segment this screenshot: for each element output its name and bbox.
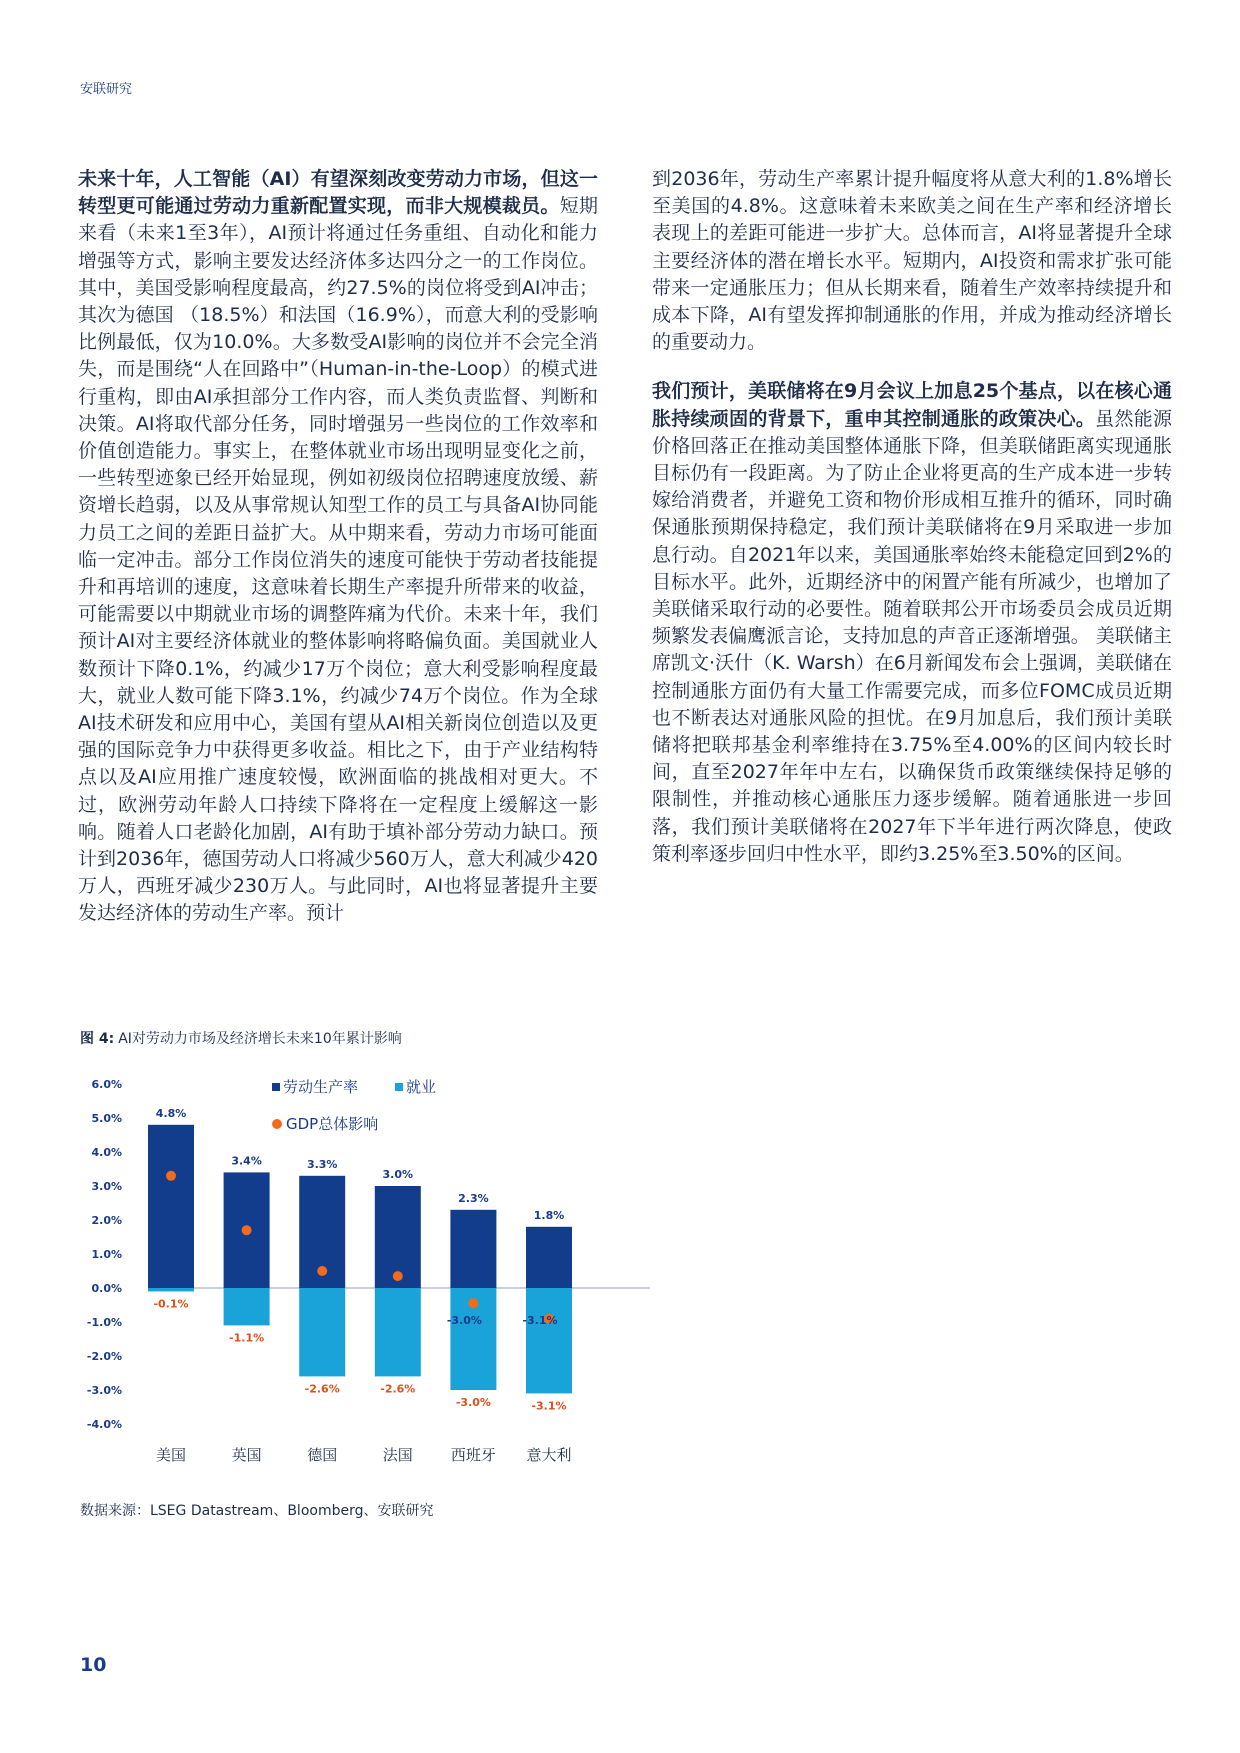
figure-title: AI对劳动力市场及经济增长未来10年累计影响 xyxy=(118,1031,402,1047)
y-tick-label: -3.0% xyxy=(86,1384,122,1397)
right-lead-bold: 我们预计，美联储将在9月会议上加息25个基点，以在核心通胀持续顽固的背景下，重申其控制通胀的政策决心。 xyxy=(652,380,1172,430)
category-label: 德国 xyxy=(307,1446,338,1464)
category-label: 英国 xyxy=(231,1446,262,1464)
legend-productivity-swatch xyxy=(272,1083,280,1091)
employment-data-label: -2.6% xyxy=(304,1382,340,1396)
left-body-text: 短期来看（未来1至3年），AI预计将通过任务重组、自动化和能力增强等方式，影响主要发达经济体多达四分之一的工作岗位。其中，美国受影响程度最高，约27.5%的岗位将受到AI冲击；其次为德国 （18.5%）和法国（16.9%），而意大利的受影响比例最低，仅为10.0%。大多数受AI影响的岗位并不会完全消失，而是围绕“人在回路中”（Human-in-the-Loop）的模式进行重构，即由AI承担部分工作内容，而人类负责监督、判断和决策。AI将取代部分任务，同时增强另一些岗位的工作效率和价值创造能力。事实上，在整体就业市场出现明显变化之前，一些转型迹象已经开始显现，例如初级岗位招聘速度放缓、薪资增长趋弱，以及从事常规认知型工作的员工与具备AI协同能力员工之间的差距日益扩大。从中期来看，劳动力市场可能面临一定冲击。部分工作岗位消失的速度可能快于劳动者技能提升和再培训的速度，这意味着长期生产率提升所带来的收益，可能需要以中期就业市场的调整阵痛为代价。未来十年，我们预计AI对主要经济体就业的整体影响将略偏负面。美国就业人数预计下降0.1%，约减少17万个岗位；意大利受影响程度最大，就业人数可能下降3.1%，约减少74万个岗位。作为全球AI技术研发和应用中心，美国有望从AI相关新岗位创造以及更强的国际竞争力中获得更多收益。相比之下，由于产业结构特点以及AI应用推广速度较慢，欧洲面临的挑战相对更大。不过，欧洲劳动年龄人口持续下降将在一定程度上缓解这一影响。随着人口老龄化加剧，AI有助于填补部分劳动力缺口。预计到2036年，德国劳动人口将减少560万人，意大利减少420万人，西班牙减少230万人。与此同时，AI也将显著提升主要发达经济体的劳动生产率。预计 xyxy=(78,195,598,925)
employment-bar xyxy=(299,1288,345,1376)
impact-bar-chart xyxy=(80,1060,680,1490)
legend-employment-label: 就业 xyxy=(406,1078,437,1096)
left-text-column xyxy=(78,166,598,928)
legend-productivity-label: 劳动生产率 xyxy=(283,1078,359,1096)
left-lead-bold: 未来十年，人工智能（AI）有望深刻改变劳动力市场，但这一转型更可能通过劳动力重新配置实现，而非大规模裁员。 xyxy=(78,168,598,218)
gdp-impact-dot xyxy=(317,1266,327,1276)
y-tick-label: 4.0% xyxy=(91,1146,122,1159)
productivity-data-label: 3.3% xyxy=(306,1157,338,1171)
productivity-data-label: 4.8% xyxy=(155,1106,187,1120)
employment-data-label: -3.1% xyxy=(522,1314,558,1327)
data-source-note: 数据来源：LSEG Datastream、Bloomberg、安联研究 xyxy=(80,1503,434,1519)
gdp-impact-dot xyxy=(468,1298,478,1308)
productivity-data-label: 3.0% xyxy=(382,1168,414,1181)
figure-number: 图 4: xyxy=(80,1031,115,1047)
y-tick-label: -2.0% xyxy=(86,1350,122,1363)
employment-bar xyxy=(148,1288,194,1291)
productivity-bar xyxy=(450,1210,496,1288)
y-tick-label: 2.0% xyxy=(91,1214,122,1227)
brand-header: 安联研究 xyxy=(80,82,133,97)
data-label-group xyxy=(153,1107,566,1413)
productivity-data-label: 3.4% xyxy=(231,1154,262,1168)
x-axis-categories xyxy=(156,1446,572,1464)
legend-gdp-label: GDP总体影响 xyxy=(286,1115,379,1133)
figure-caption xyxy=(80,1028,402,1048)
category-label: 美国 xyxy=(155,1446,187,1464)
productivity-bar xyxy=(148,1125,194,1288)
productivity-bar xyxy=(526,1227,572,1288)
bar-group xyxy=(148,1125,572,1394)
employment-data-label: -2.6% xyxy=(380,1382,416,1396)
employment-bar xyxy=(375,1288,421,1376)
legend-gdp-marker xyxy=(272,1119,282,1129)
category-label: 意大利 xyxy=(526,1446,572,1464)
y-tick-label: -4.0% xyxy=(86,1418,122,1431)
employment-data-label: -1.1% xyxy=(229,1331,265,1345)
y-tick-label: -1.0% xyxy=(86,1316,122,1329)
gdp-impact-dot xyxy=(242,1225,252,1235)
y-tick-label: 3.0% xyxy=(91,1180,122,1193)
employment-bar xyxy=(224,1288,270,1325)
employment-data-label-below: -3.1% xyxy=(531,1399,567,1413)
productivity-data-label: 1.8% xyxy=(533,1208,565,1222)
category-label: 西班牙 xyxy=(450,1446,496,1464)
employment-bar xyxy=(526,1288,572,1393)
employment-data-label-below: -3.0% xyxy=(455,1396,491,1409)
gdp-impact-dot xyxy=(393,1271,403,1281)
chart-legend xyxy=(272,1078,436,1133)
y-tick-label: 1.0% xyxy=(91,1248,122,1261)
y-tick-label: 6.0% xyxy=(91,1078,122,1091)
gdp-impact-dot xyxy=(166,1171,176,1181)
y-tick-label: 0.0% xyxy=(91,1282,122,1295)
right-body-text: 虽然能源价格回落正在推动美国整体通胀下降，但美联储距离实现通胀目标仍有一段距离。为了防止企业将更高的生产成本进一步转嫁给消费者，并避免工资和物价形成相互推升的循环，同时确保通胀预期保持稳定，我们预计美联储将在9月采取进一步加息行动。自2021年以来，美国通胀率始终未能稳定回到2%的目标水平。此外，近期经济中的闲置产能有所减少，也增加了美联储采取行动的必要性。随着联邦公开市场委员会成员近期频繁发表偏鹰派言论，支持加息的声音正逐渐增强。 美联储主席凯文·沃什（K. Warsh）在6月新闻发布会上强调，美联储在控制通胀方面仍有大量工作需要完成，而多位FOMC成员近期也不断表达对通胀风险的担忧。在9月加息后，我们预计美联储将把联邦基金利率维持在3.75%至4.00%的区间内较长时间，直至2027年年中左右，以确保货币政策继续保持足够的限制性，并推动核心通胀压力逐步缓解。随着通胀进一步回落，我们预计美联储将在2027年下半年进行两次降息，使政策利率逐步回归中性水平，即约3.25%至3.50%的区间。 xyxy=(652,407,1172,865)
right-text-column xyxy=(652,166,1172,868)
y-axis xyxy=(87,1078,122,1431)
right-paragraph-1: 到2036年，劳动生产率累计提升幅度将从意大利的1.8%增长至美国的4.8%。这意味着未来欧美之间在生产率和经济增长表现上的差距可能进一步扩大。总体而言，AI将显著提升全球主要经济体的潜在增长水平。短期内，AI投资和需求扩张可能带来一定通胀压力；但从长期来看，随着生产效率持续提升和成本下降，AI有望发挥抑制通胀的作用，并成为推动经济增长的重要动力。 xyxy=(652,168,1172,354)
employment-data-label: -0.1% xyxy=(153,1297,189,1311)
productivity-data-label: 2.3% xyxy=(458,1191,489,1205)
y-tick-label: 5.0% xyxy=(91,1112,122,1125)
category-label: 法国 xyxy=(382,1446,413,1464)
employment-data-label: -3.0% xyxy=(446,1314,482,1327)
legend-employment-swatch xyxy=(395,1083,403,1091)
page-number: 10 xyxy=(80,1654,107,1676)
